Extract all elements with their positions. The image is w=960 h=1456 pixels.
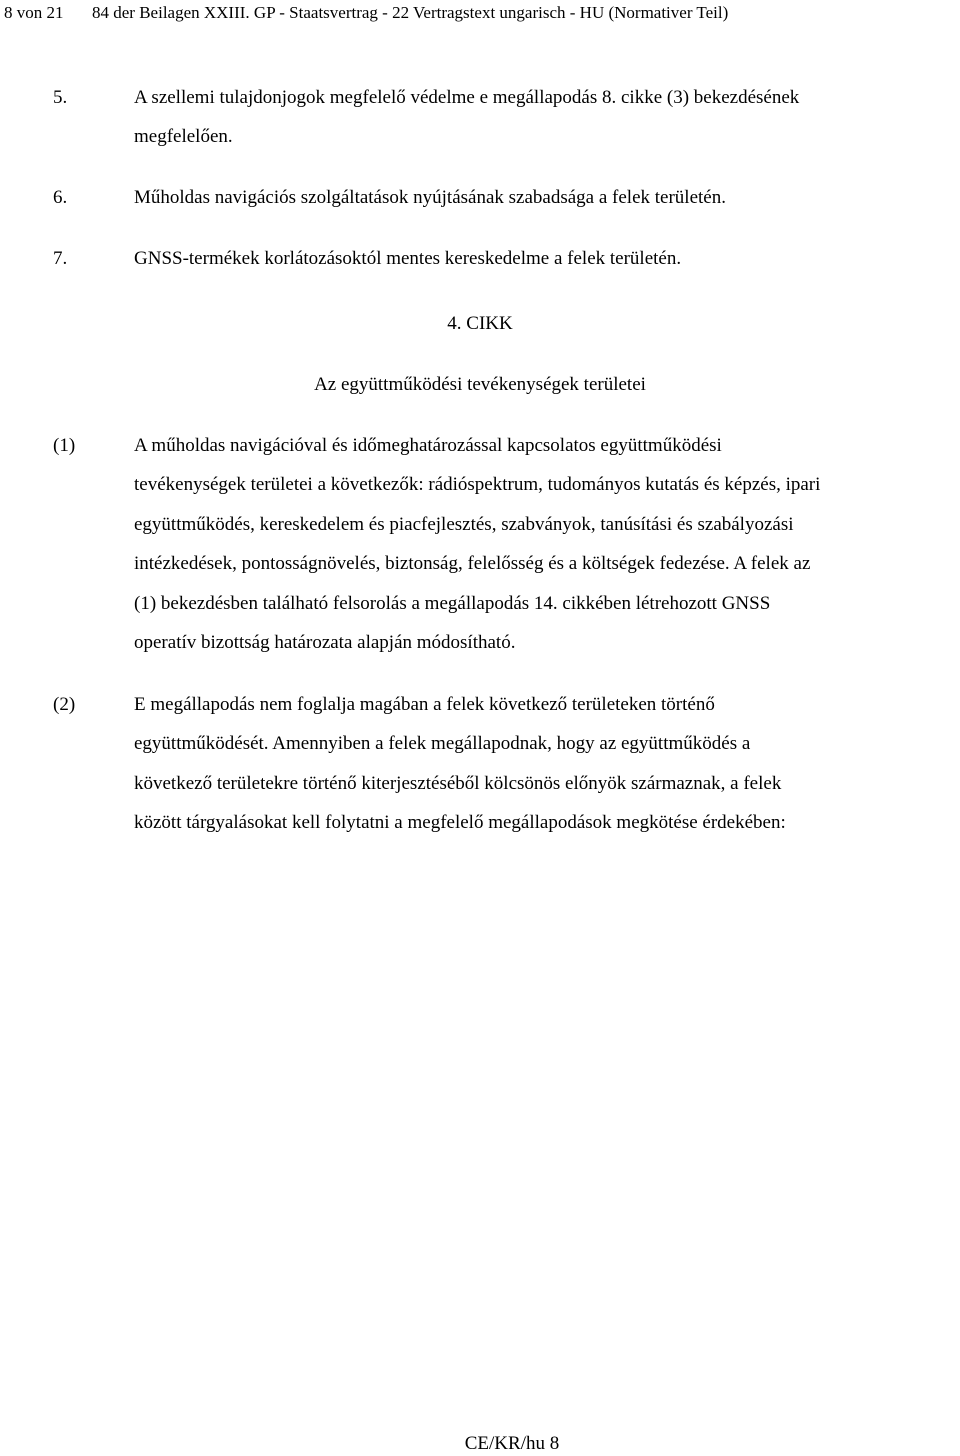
paragraph-text-line: tevékenységek területei a következők: rádióspektrum, tudományos kutatás és képzés, ipari [134, 474, 821, 495]
item-number: 6. [53, 187, 68, 208]
paragraph-text-line: következő területekre történő kiterjesztéséből kölcsönös előnyök származnak, a felek [134, 773, 782, 794]
paragraph-text-line: E megállapodás nem foglalja magában a felek következő területeken történő [134, 694, 715, 715]
article-number: 4. CIKK [447, 313, 513, 334]
item-number: 7. [53, 248, 68, 269]
article-title: Az együttműködési tevékenységek területei [314, 374, 646, 395]
item-text-line: GNSS-termékek korlátozásoktól mentes kereskedelme a felek területén. [134, 248, 682, 269]
document-reference: 84 der Beilagen XXIII. GP - Staatsvertrag - 22 Vertragstext ungarisch - HU (Normativer Teil) [92, 3, 729, 22]
paragraph-text-line: intézkedések, pontosságnövelés, biztonság, felelősség és a költségek fedezése. A felek az [134, 553, 811, 574]
page-footer-code: CE/KR/hu 8 [464, 1433, 560, 1454]
paragraph-text-line: együttműködését. Amennyiben a felek megállapodnak, hogy az együttműködés a [134, 733, 751, 754]
page-counter: 8 von 21 [4, 3, 64, 22]
paragraph-text-line: (1) bekezdésben található felsorolás a megállapodás 14. cikkében létrehozott GNSS [134, 593, 771, 614]
paragraph-text-line: együttműködés, kereskedelem és piacfejlesztés, szabványok, tanúsítási és szabályozási [134, 514, 794, 535]
paragraph-text-line: A műholdas navigációval és időmeghatározással kapcsolatos együttműködési [134, 435, 722, 456]
paragraph-text-line: operatív bizottság határozata alapján módosítható. [134, 632, 516, 653]
paragraph-text-line: között tárgyalásokat kell folytatni a megfelelő megállapodások megkötése érdekében: [134, 812, 786, 833]
item-number: 5. [53, 87, 68, 108]
paragraph-number: (2) [53, 694, 76, 715]
item-text-line: megfelelően. [134, 126, 233, 147]
item-text-line: A szellemi tulajdonjogok megfelelő védelme e megállapodás 8. cikke (3) bekezdésének [134, 87, 800, 108]
paragraph-number: (1) [53, 435, 76, 456]
item-text-line: Műholdas navigációs szolgáltatások nyújtásának szabadsága a felek területén. [134, 187, 726, 208]
